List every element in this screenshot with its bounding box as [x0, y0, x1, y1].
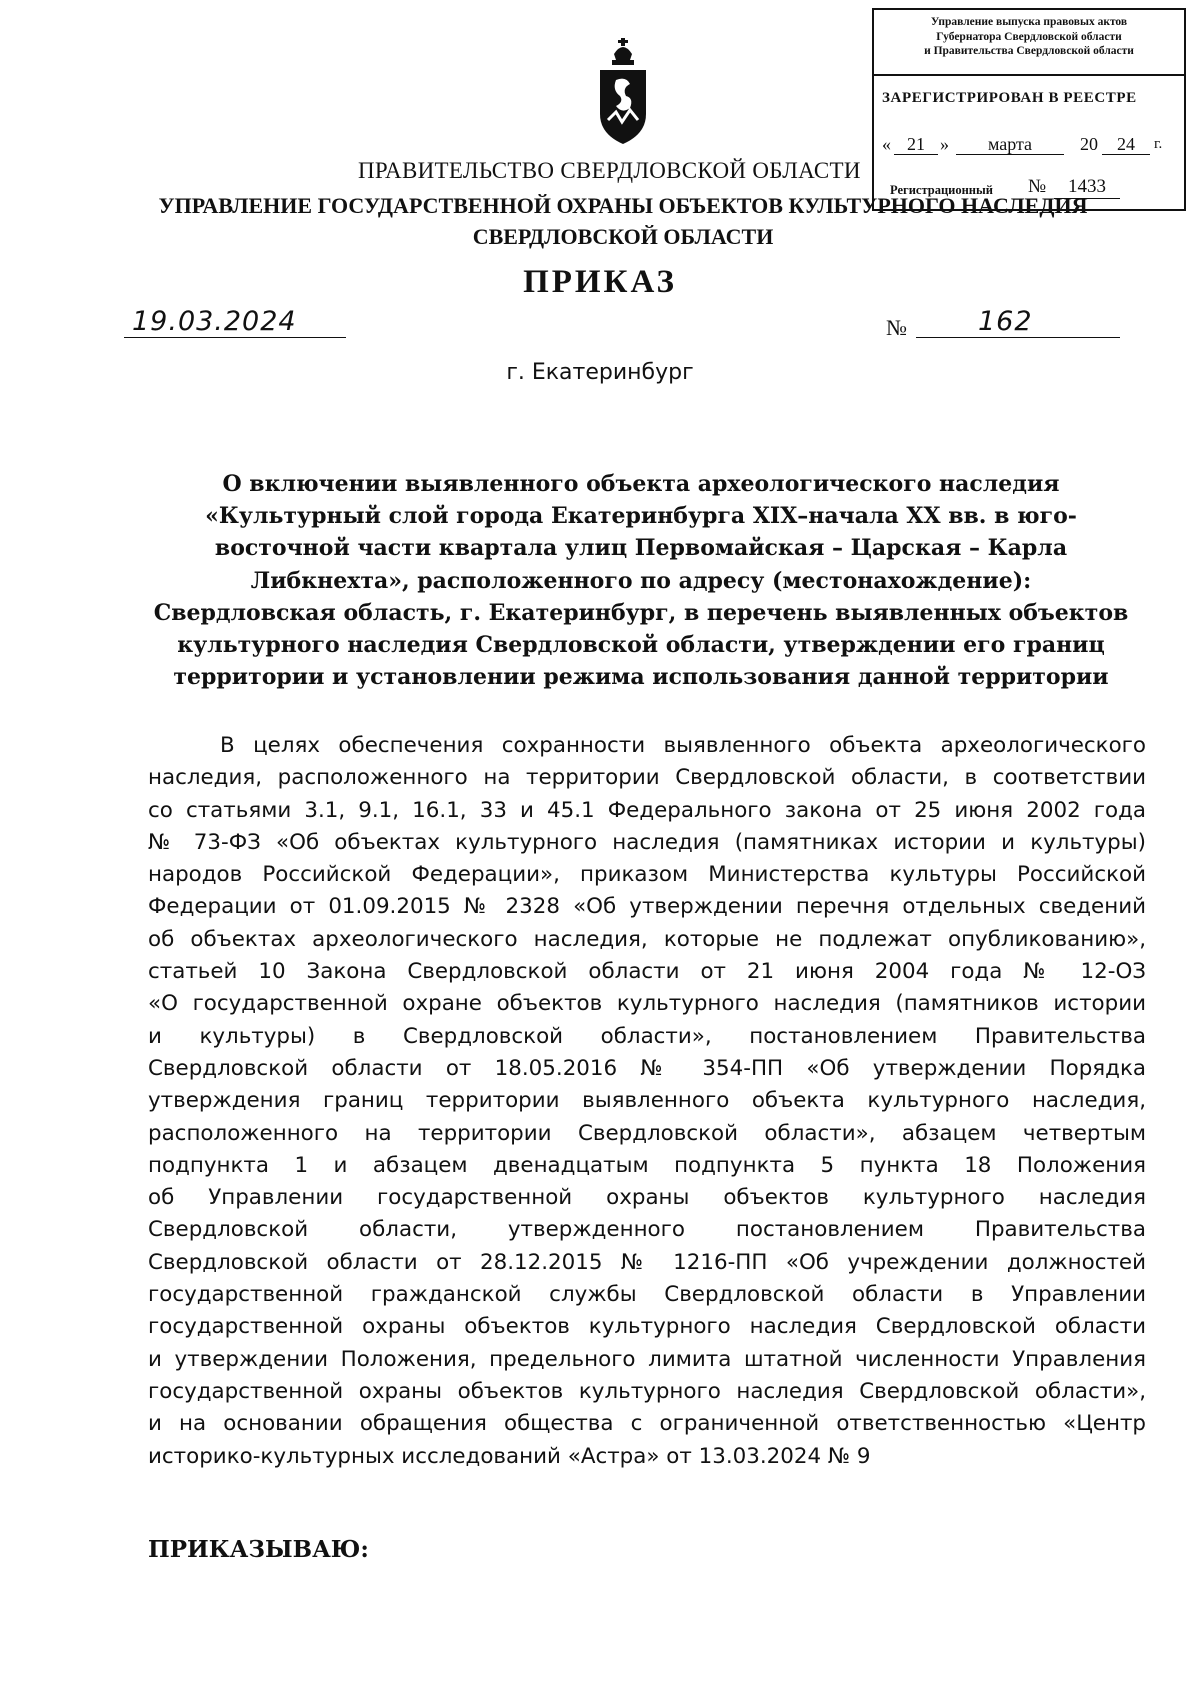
body-line: расположенного на территории Свердловской области», абзацем четвертым — [148, 1120, 1146, 1146]
number-label: № — [886, 315, 907, 340]
stamp-header — [874, 15, 1184, 77]
stamp-no-sign: № — [1028, 176, 1047, 197]
stamp-open-quote: « — [882, 134, 891, 154]
stamp-day: 21 — [894, 130, 938, 155]
order-word: ПРИКАЗЫВАЮ: — [148, 1536, 369, 1563]
body-line: Федерации от 01.09.2015 № 2328 «Об утверждении перечня отдельных сведений — [148, 894, 1146, 920]
document-body — [148, 730, 1146, 1473]
body-line: № 73-ФЗ «Об объектах культурного наследия (памятниках истории и культуры) — [148, 829, 1146, 855]
body-line: об объектах археологического наследия, которые не подлежат опубликованию», — [148, 926, 1146, 952]
body-line: Свердловской области от 28.12.2015 № 1216-ПП «Об учреждении должностей — [148, 1249, 1146, 1275]
registration-stamp — [872, 8, 1186, 211]
subject-line: культурного наследия Свердловской области, утверждении его границ — [177, 632, 1105, 659]
stamp-date — [882, 130, 1180, 156]
department-title — [128, 190, 1118, 252]
subject-line: Либкнехта», расположенного по адресу (местонахождение): — [250, 567, 1032, 594]
body-line: «О государственной охране объектов культурного наследия (памятников истории — [148, 991, 1146, 1017]
body-line: статьей 10 Закона Свердловской области от 21 июня 2004 года № 12-ОЗ — [148, 959, 1146, 985]
body-line: и культуры) в Свердловской области», постановлением Правительства — [148, 1023, 1146, 1049]
subject-line: территории и установлении режима использования данной территории — [173, 664, 1109, 691]
government-title: ПРАВИТЕЛЬСТВО СВЕРДЛОВСКОЙ ОБЛАСТИ — [358, 158, 861, 183]
body-line: об Управлении государственной охраны объектов культурного наследия — [148, 1185, 1146, 1211]
stamp-divider — [874, 74, 1184, 76]
body-line: утверждения границ территории выявленного объекта культурного наследия, — [148, 1088, 1146, 1114]
document-subject — [146, 468, 1136, 693]
department-title-line: СВЕРДЛОВСКОЙ ОБЛАСТИ — [472, 224, 774, 249]
department-title-line: УПРАВЛЕНИЕ ГОСУДАРСТВЕННОЙ ОХРАНЫ ОБЪЕКТОВ КУЛЬТУРНОГО НАСЛЕДИЯ — [158, 193, 1088, 218]
stamp-year-prefix: 20 — [1080, 134, 1098, 154]
document-number: 162 — [978, 306, 1033, 337]
body-line: Свердловской области, утвержденного постановлением Правительства — [148, 1217, 1146, 1243]
city: г. Екатеринбург — [506, 360, 694, 385]
stamp-reg-label: Регистрационный — [890, 183, 993, 197]
stamp-year-suffix: 24 — [1102, 130, 1150, 155]
document-date-field — [124, 306, 346, 338]
body-line: со статьями 3.1, 9.1, 16.1, 33 и 45.1 Федерального закона от 25 июня 2002 года — [148, 797, 1146, 823]
body-line: государственной гражданской службы Свердловской области в Управлении — [148, 1282, 1146, 1308]
body-line: наследия, расположенного на территории Свердловской области, в соответствии — [148, 765, 1146, 791]
stamp-header-line: и Правительства Свердловской области — [924, 45, 1134, 57]
body-line: государственной охраны объектов культурного наследия Свердловской области», — [148, 1378, 1146, 1404]
stamp-reg-number: 1433 — [1054, 176, 1120, 199]
body-line: и утверждении Положения, предельного лимита штатной численности Управления — [148, 1346, 1146, 1372]
stamp-year-mark: г. — [1154, 136, 1163, 152]
body-line: государственной охраны объектов культурного наследия Свердловской области — [148, 1314, 1146, 1340]
subject-line: Свердловская область, г. Екатеринбург, в перечень выявленных объектов — [153, 599, 1129, 626]
stamp-month: марта — [956, 130, 1064, 155]
body-line: народов Российской Федерации», приказом Министерства культуры Российской — [148, 862, 1146, 888]
body-line: В целях обеспечения сохранности выявленного объекта археологического — [220, 733, 1146, 758]
subject-line: «Культурный слой города Екатеринбурга XIX–начала XX вв. в юго- — [205, 503, 1077, 530]
stamp-close-quote: » — [940, 134, 949, 154]
stamp-registered-label: ЗАРЕГИСТРИРОВАН В РЕЕСТРЕ — [882, 90, 1137, 106]
document-type: ПРИКАЗ — [523, 264, 677, 300]
subject-line: восточной части квартала улиц Первомайская – Царская – Карла — [214, 535, 1068, 562]
document-number-field — [916, 306, 1120, 338]
body-line: Свердловской области от 18.05.2016 № 354-ПП «Об утверждении Порядка — [148, 1055, 1146, 1081]
stamp-header-line: Губернатора Свердловской области — [936, 30, 1122, 43]
stamp-header-line: Управление выпуска правовых актов — [930, 16, 1128, 28]
body-line: и на основании обращения общества с ограниченной ответственностью «Центр — [148, 1411, 1146, 1437]
subject-line: О включении выявленного объекта археологического наследия — [222, 471, 1060, 497]
document-date: 19.03.2024 — [132, 306, 297, 337]
coat-of-arms-icon — [586, 36, 660, 148]
body-line: подпункта 1 и абзацем двенадцатым подпункта 5 пункта 18 Положения — [148, 1152, 1146, 1178]
body-line: историко-культурных исследований «Астра» от 13.03.2024 № 9 — [148, 1443, 871, 1469]
